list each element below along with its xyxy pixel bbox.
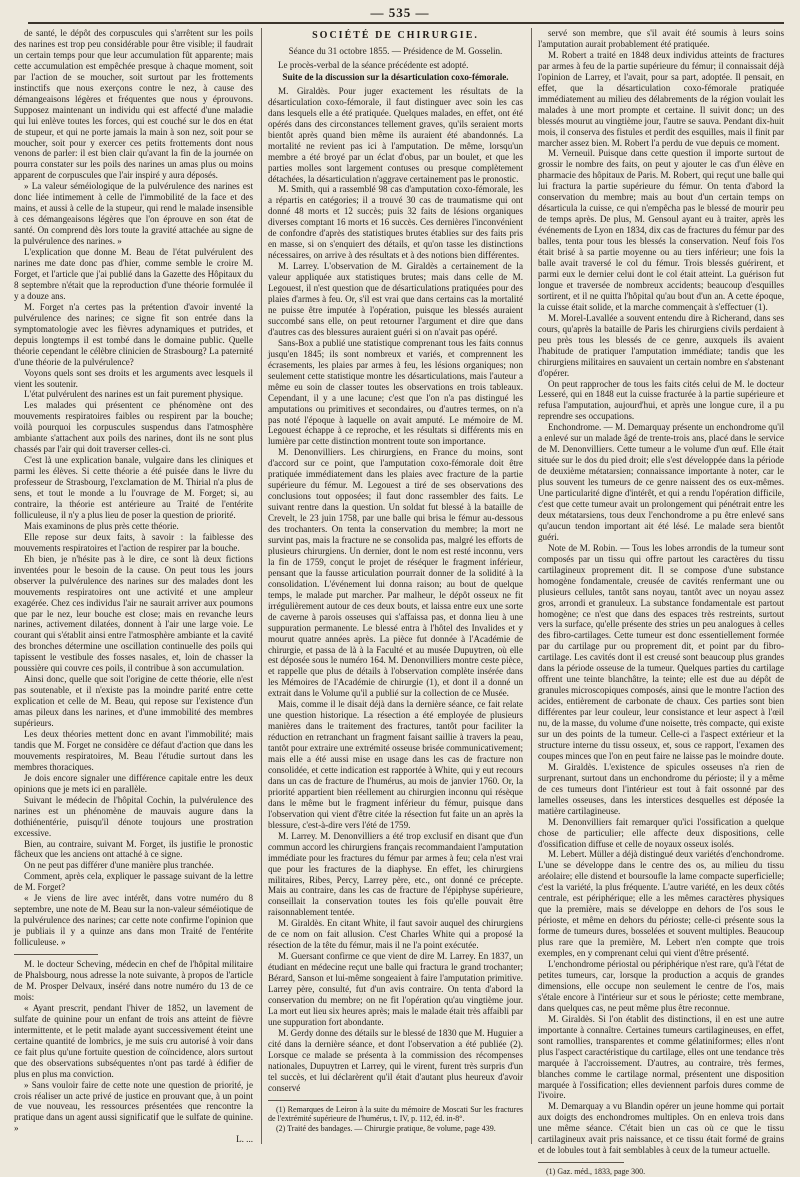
paragraph: M. Forget n'a certes pas la prétention d'avoir inventé la pulvérulence des narines; ce signe fit son entrée dans la symptomatologie avec les fièvres adynamiques et putrides, et depuis longtemps il est tombé dans le domaine public. Quelle théorie cependant le célèbre clinicien de Strasbourg? La paternité d'une théorie de la pulvérulence?	[14, 301, 253, 367]
paragraph: Note de M. Robin. — Tous les lobes arrondis de la tumeur sont composés par un tissu qui offre partout les caractères du tissu cartilagineux proprement dit. Il se compose d'une substance homogène fondamentale, creusée de cavités renfermant une ou plusieurs cellules, tantôt sans noyau, tantôt avec un noyau assez gros, arrondi et granuleux. La substance fondamentale est partout homogène; ce n'est que dans des espaces très restreints, surtout vers la surface, qu'elle présente des stries un peu analogues à celles des fibro-cartilages. Cette tumeur est donc essentiellement formée par du cartilage pur ou proprement dit, et point par du fibro-cartilage. Les cavités dont il est creusé sont beaucoup plus grandes dans la période osseuse de la tumeur. Quelques parties du cartilage offrent une teinte blanchâtre, la teinte; elle est due au dépôt de granules microscopiques composés, ainsi que le montre l'action des acides, entièrement de carbonate de chaux. Ces parties sont bien différentes par leur couleur, leur consistance et leur aspect à l'œil nu, de la masse, du volume d'une noisette, très compacte, qui existe sur un des points de la tumeur. Celle-ci a l'aspect extérieur et la structure interne du tissu osseux, et, sous ce rapport, l'examen des coupes minces que l'on en peut faire ne laisse pas le moindre doute.	[538, 542, 784, 761]
column-separator	[261, 28, 262, 1144]
paragraph: Les deux théories mettent donc en avant l'immobilité; mais tandis que M. Forget ne considère ce défaut d'action que dans les mouvements respiratoires, M. Beau l'étudie surtout dans les membres thoraciques.	[14, 729, 253, 772]
paragraph: M. Denonvilliers fait remarquer qu'ici l'ossification a quelque chose de particulier; elle affecte deux dispositions, celle d'ossification diffuse et celle de noyaux osseux isolés.	[538, 816, 784, 849]
paragraph: L'enchondrome périostal ou périphérique n'est rare, qu'à l'état de petites tumeurs, car, lorsque la production a acquis de grandes dimensions, elle occupe non seulement le centre de l'os, mais s'étale encore à l'intérieur sur et sous le périoste; cette membrane, dans quelques cas, ne peut même plus être reconnue.	[538, 959, 784, 1013]
paragraph: Voyons quels sont ses droits et les arguments avec lesquels il vient les soutenir.	[14, 367, 253, 389]
paragraph: M. Giraldès. En citant White, il faut savoir auquel des chirurgiens de ce nom on fait allusion. C'est Charles White qui a proposé la résection de la tête du fémur, mais il ne l'a point exécutée.	[268, 918, 523, 951]
minutes-line: Le procès-verbal de la séance précédente est adopté.	[278, 60, 469, 70]
paragraph: » La valeur séméiologique de la pulvérulence des narines est donc liée intimement à celle de l'immobilité de la face et des mains, et aussi à celle de la stupeur, qui rend le malade insensible à ces démangeaisons légères que l'on éprouve en son état de santé. On comprend dès lors toute la gravité attachée au signe de la pulvérulence des narines. »	[14, 181, 253, 247]
paragraph: « Ayant prescrit, pendant l'hiver de 1852, un lavement de sulfate de quinine pour un enfant de trois ans atteint de fièvre intermittente, et le petit malade ayant successivement éteint une certaine quantité de lombrics, je me suis cru autorisé à voir dans ce fait plus qu'une fortuite question de coïncidence, alors surtout que des observations subséquentes n'ont pas tardé à édifier de plus en plus ma conviction.	[14, 1002, 253, 1079]
page-number: — 535 —	[370, 5, 430, 20]
column-left	[14, 28, 253, 1148]
footnotes	[268, 1105, 523, 1134]
paragraph: M. Giraldès. L'existence de spicules osseuses n'a rien de surprenant, surtout dans un enchondrome du périoste; il y a même de ces tumeurs dont l'intérieur est tout à fait ossonné par des lamelles osseuses, dans les interstices desquelles est déposée la matière cartilagineuse.	[538, 761, 784, 816]
paragraph: Enchondrome. — M. Demarquay présente un enchondrome qu'il a enlevé sur un malade âgé de trente-trois ans, placé dans le service de M. Denonvilliers. Cette tumeur a le volume d'un œuf. Elle était située sur le dos du pied droit; elle s'est développée dans la période de deuxième métatarsien; connaissance importante à noter, car le plus souvent les tumeurs de ce genre naissent des os eux-mêmes. Une particularité digne d'intérêt, et qui a rendu l'opération difficile, c'est que cette tumeur avait un prolongement qui pénétrait entre les deux métatarsiens, tous deux l'enchondrome a pu être enlevé sans qu'aucun tendon important ait été lésé. Le malade sera bientôt guéri.	[538, 422, 784, 542]
paragraph: On ne peut pas différer d'une manière plus tranchée.	[24, 860, 214, 871]
footnote: (1) Remarques de Leiron à la suite du mémoire de Moscati Sur les fractures de l'extrémité supérieure de l'humérus, t. IV, p. 112, éd. in-8°.	[268, 1104, 523, 1124]
paragraph: M. Verneuil. Puisque dans cette question il importe surtout de grossir le nombre des faits, on peut y ajouter le cas d'un élève en pharmacie des hôpitaux de Paris. M. Robert, qui reçut une balle qui lui fractura la partie supérieure du fémur. On tenta d'abord la conservation du membre; mais au bout d'un certain temps on désarticula la cuisse, ce qui n'empêcha pas le blessé de mourir peu de temps après. De plus, M. Gensoul ayant eu à traiter, après les événements de Lyon en 1834, dix cas de fractures du fémur par des balles, tenta pour tous les blessés la conservation. Neuf fois l'os était brisé à sa partie moyenne ou au tiers inférieur; une fois la balle avait traversé le col du fémur. Trois blessés guérirent, et parmi eux le dernier celui dont le col était atteint. La guérison fut longue et traversée de nombreux accidents; beaucoup d'esquilles sortirent, et il ne quitta l'hôpital qu'au bout d'un an. A cette époque, la cuisse était solide, et la marche commençait à s'effectuer (1).	[538, 148, 784, 312]
paragraph: M. Demarquay a vu Blandin opérer un jeune homme qui portait aux doigts des enchondromes multiples. On en enleva trois dans une même séance. C'était bien un cas où ce que le tissu cartilagineux avait pris naissance, et ce tissu était formé de grains et de lobules tout à fait semblables à ceux de la tumeur actuelle.	[538, 1101, 784, 1156]
footnote-rule	[538, 1162, 624, 1163]
paragraph: M. le docteur Scheving, médecin en chef de l'hôpital militaire de Phalsbourg, nous adresse la note suivante, à propos de l'article de M. Prosper Delvaux, inséré dans notre numéro du 13 de ce mois:	[14, 959, 253, 1002]
section-divider	[14, 954, 98, 955]
paragraph: Je dois encore signaler une différence capitale entre les deux opinions que je mets ici en parallèle.	[14, 772, 253, 794]
paragraph: M. Gerdy donne des détails sur le blessé de 1830 que M. Huguier a cité dans la dernière séance, et dont l'observation a été publiée (2). Lorsque ce malade se présenta à la commission des récompenses nationales, Dupuytren et Larrey, qui le virent, furent très surpris d'un tel succès, et lui déclarèrent qu'il était d'autant plus heureux d'avoir conservé	[268, 1027, 523, 1093]
paragraph: Comment, après cela, expliquer le passage suivant de la lettre de M. Forget?	[14, 871, 253, 893]
paragraph: Mais examinons de plus près cette théorie.	[24, 520, 179, 531]
paragraph: de santé, le dépôt des corpuscules qui s'arrêtent sur les poils des narines est trop peu considérable pour être visible; il faudrait un certain temps pour que leur accumulation fût apparente; mais cette accumulation est empêchée presque à chaque moment, soit par l'action de se moucher, soit surtout par les frottements instinctifs que nous exerçons contre le nez, à cause des démangeaisons légères et fréquentes que nous y éprouvons. Supposez maintenant un individu qui est affecté d'une maladie qui lui enlève toutes les forces, qui est couché sur le dos en état de stupeur, et qui ne porte jamais la main à son nez, soit pour se moucher, soit pour y exercer ces petits frottements dont nous venons de parler: il est bien clair qu'avant la fin de la journée on pourra constater sur les poils des narines un amas plus ou moins apparent de corpuscules que l'air inspiré y aura déposés.	[14, 28, 253, 181]
paragraph: Sans-Box a publié une statistique comprenant tous les faits connus jusqu'en 1845; ils sont nombreux et variés, et comprennent les écrasements, les plaies par armes à feu, les lésions organiques; non seulement cette statistique montre les désarticulations, mais l'auteur a même eu soin de classer toutes les observations en trois tableaux. Cependant, il y a une lacune; c'est que l'on n'a pas distingué les amputations ou primitives et secondaires, ou d'autres termes, on n'a pas noté l'époque à laquelle on avait amputé. Le mémoire de M. Legouest échappe à ce reproche, et les résultats si différents mis en lumière par cette distinction montrent toute son importance.	[268, 337, 523, 447]
paragraph: L'état pulvérulent des narines est un fait purement physique.	[24, 389, 244, 400]
paragraph: M. Morel-Lavallée a souvent entendu dire à Richerand, dans ses cours, qu'après la bataille de Paris les chirurgiens civils perdaient à peu près tous les blessés de ce genre, auxquels ils avaient l'habitude de pratiquer l'amputation immédiate; tandis que les chirurgiens militaires en sauvaient un certain nombre en s'abstenant d'opérer.	[538, 312, 784, 378]
footnote-rule	[268, 1100, 357, 1101]
paragraph: On peut rapprocher de tous les faits cités celui de M. le docteur Lesseré, qui en 1848 eut la cuisse fracturée à la partie supérieure et refusa l'amputation, aujourd'hui, et après une longue cure, il a pu reprendre ses occupations.	[538, 378, 784, 422]
paragraph: M. Giraldès. Si l'on établit des distinctions, il en est une autre importante à connaître. Certaines tumeurs cartilagineuses, en effet, sont ramollies, transparentes et comme gélatiniformes; elles n'ont plus l'aspect caractéristique du cartilage, elles ont une tendance très marquée à l'accroissement. D'autres, au contraire, très fermes, blanches comme le cartilage normal, présentent une disposition marquée à l'ossification; elles deviennent parfois dures comme de l'ivoire.	[538, 1013, 784, 1101]
paragraph: M. Larrey. L'observation de M. Giraldès a certainement de la valeur appliquée aux statistiques brutes; mais dans celle de M. Legouest, il n'est question que de désarticulations pratiquées pour des plaies d'armes à feu. Or, s'il est vrai que dans certains cas la mortalité ne puisse être imputée à l'opération, puisque les blessés auraient succombé sans elle, on peut retourner l'argument et dire que dans d'autres cas des blessures auraient guéri si on n'avait pas opéré.	[268, 261, 523, 337]
paragraph: M. Larrey. M. Denonvilliers a été trop exclusif en disant que d'un commun accord les chirurgiens français recommandaient l'amputation immédiate pour les fractures du fémur par armes à feu; cela n'est vrai que pour les fractures de la diaphyse. En effet, les chirurgiens militaires, Ribes, Percy, Larrey père, etc., ont donné ce précepte. Mais au contraire, dans les cas de fracture de l'épiphyse supérieure, conseillait la conservation toutes les fois qu'elle pouvait être raisonnablement tentée.	[268, 830, 523, 918]
column-right-text	[538, 28, 784, 1156]
discussion-title: Suite de la discussion sur la désarticulation coxo-fémorale.	[282, 71, 509, 82]
paragraph: Elle repose sur deux faits, à savoir : la faiblesse des mouvements respiratoires et l'action de respirer par la bouche.	[14, 531, 253, 553]
paragraph: Suivant le médecin de l'hôpital Cochin, la pulvérulence des narines est un phénomène de mauvais augure dans la dothiénentérie, puisqu'il dénote toujours une prostration excessive.	[14, 794, 253, 838]
column-right	[538, 28, 784, 1177]
paragraph: Mais, comme il le disait déjà dans la dernière séance, ce fait relate une question historique. La résection a été employée de plusieurs manières dans le traitement des fractures, tantôt pour faciliter la réduction en retranchant un fragment faisant saillie à travers la peau, tantôt pour extraire une extrémité osseuse brisée communicativement; mais elle a été aussi mise en usage dans les cas de fracture non consolidée, et cette indication est rapportée à White, qui y eut recours dans un cas de fracture de l'humérus, au mois de janvier 1760. Or, la priorité appartient bien réellement au chirurgien inconnu qui résèque dans le même but le fragment inférieur du fémur, puisque dans l'observation qui vient d'être citée la résection fut faite un an après la blessure, c'est-à-dire vers l'été de 1759.	[268, 699, 523, 830]
paragraph: L'explication que donne M. Beau de l'état pulvérulent des narines me date donc pas d'hier, comme semble le croire M. Forget, et l'article que j'ai publié dans la Gazette des Hôpitaux du 8 septembre n'était que la reproduction d'une théorie formulée il y a douze ans.	[14, 247, 253, 301]
column-left-text	[14, 28, 253, 948]
header-rule	[28, 22, 784, 24]
session-line: Séance du 31 octobre 1855. — Présidence de M. Gosselin.	[288, 46, 503, 57]
paragraph: Les malades qui présentent ce phénomène ont des mouvements respiratoires faibles ou respirent par la bouche; voilà pourquoi les corpuscules suspendus dans l'atmosphère ambiante s'attachent aux poils des narines, dont ils ne sont plus chassés par l'air qui doit traverser celles-ci.	[14, 400, 253, 455]
column-middle	[268, 28, 523, 1148]
paragraph: Bien, au contraire, suivant M. Forget, ils justifie le pronostic fâcheux que les anciens ont attaché à ce signe.	[14, 838, 253, 860]
paragraph: » Sans vouloir faire de cette note une question de priorité, je crois réaliser un acte privé de justice en prouvant que, à un point de vue nouveau, les ressources présentées que rencontre la pratique dans un agent aussi significatif que le sulfate de quinine. »	[14, 1079, 253, 1134]
footnote: (2) Traité des bandages. — Chirurgie pratique, 8e volume, page 439.	[276, 1123, 496, 1133]
paragraph: M. Giraldès. Pour juger exactement les résultats de la désarticulation coxo-fémorale, il faut distinguer avec soin les cas dans lesquels elle a été pratiquée. Quelques malades, en effet, ont été opérés dans des circonstances tellement graves, qu'ils seraient morts bientôt après quand bien même ils auraient été abandonnés. La mortalité ne revient pas ici à l'amputation. De même, lorsqu'un membre a été broyé par un éclat d'obus, par un boulet, et que les parties molles sont largement contuses ou presque complètement détachées, la désarticulation n'aggrave certainement pas le pronostic.	[268, 85, 523, 184]
paragraph: M. Denonvilliers. Les chirurgiens, en France du moins, sont d'accord sur ce point, que l'amputation coxo-fémorale doit être pratiquée immédiatement dans les plaies avec fracture de la partie supérieure du fémur. M. Legouest a tiré de ses observations des conclusions tout opposées; il faut donc rassembler des faits. Le suivant rentre dans la question. Un soldat fut blessé à la bataille de Crevelt, le 23 juin 1758, par une balle qui brisa le fémur au-dessous des trochanters. On tenta la conservation du membre; la mort ne survint pas, mais la fracture ne se consolida pas, malgré les efforts de plusieurs chirurgiens. Un dernier, dont le nom est resté inconnu, vers la fin de 1759, conçut le projet de réséquer le fragment inférieur, pensant que la fausse articulation pourrait donner de la solidité à la consolidation. L'événement lui donna raison; au bout de quelque temps, le malade put marcher. Par malheur, le dépôt osseux ne fit irrégulièrement autour de ces deux bouts, et laissa entre eux une sorte de caverne à parois osseuses qui s'affaissa pas, et donna lieu à une suppuration permanente. Le blessé entra à l'hôtel des Invalides et y mourut quatre années après. La pièce fut donnée à l'Académie de chirurgie, et passa de là à la Faculté et au musée Dupuytren, où elle est déposée sous le numéro 164. M. Denonvilliers montre ceste pièce, et rappelle que plus de détails à l'observation complète insérée dans les Mémoires de l'Académie de chirurgie (1), et dont il a donné un extrait dans le Volume qu'il a publié sur la collection de ce Musée.	[268, 447, 523, 699]
paragraph: C'est là une explication banale, vulgaire dans les cliniques et parmi les élèves. Si cette théorie a été puisée dans le livre du professeur de Strasbourg, l'exclamation de M. Thirial n'a plus de sens, et tout le monde a lu l'ouvrage de M. Forget; si, au contraire, la théorie est antérieure au Traité de l'entérite folliculeuse, il n'y a plus lieu de poser la question de priorité.	[14, 455, 253, 520]
letter-section	[14, 959, 253, 1134]
paragraph: « Je viens de lire avec intérêt, dans votre numéro du 8 septembre, une note de M. Beau sur la non-valeur séméiotique de la pulvérulence des narines; car cette note confirme l'opinion que je publiais il y a quinze ans dans mon Traité de l'entérite folliculeuse. »	[14, 893, 253, 948]
column-middle-text	[268, 86, 523, 1094]
paragraph: M. Lebert. Müller a déjà distingué deux variétés d'enchondrome. L'une se développe dans le centre des os, au milieu du tissu aréolaire; elle distend et boursoufle la lame compacte superficielle; c'est la variété, la plus fréquente. L'autre variété, en les deux côtés centrale, est périphérique; elle a les mêmes caractères physiques que la première, mais se développe en dehors de l'os sous le périoste, et même en dehors du périoste; celle-ci présente sous la forme de tumeurs dures, bosselées et souvent multiples. Beaucoup plus rare que la première, M. Lebert n'en compte que trois exemples, en y comprenant celui qui vient d'être présenté.	[538, 849, 784, 959]
paragraph: M. Smith, qui a rassemblé 98 cas d'amputation coxo-fémorale, les a répartis en catégories; il a trouvé 30 cas de traumatisme qui ont donné 48 morts et 12 succès; puis 32 faits de lésions organiques diverses comptant 16 morts et 16 succès. Ces dernières l'inconvénient de confondre d'après des statistiques brutes établies sur des faits pris en masse, si on s'enquiert des détails, et qu'on tasse les distinctions nécessaires, on arrive à des résultats et à des notions bien différentes.	[268, 184, 523, 261]
paragraph: M. Guersant confirme ce que vient de dire M. Larrey. En 1837, un étudiant en médecine reçut une balle qui fractura le grand trochanter; Bérard, Sanson et lui-même songeaient à faire l'amputation primitive. Larrey père, consulté, fut d'un avis contraire. On tenta d'abord la conservation du membre; on ne fit l'opération qu'au vingtième jour. La mort eut lieu six heures après; mais le malade était très affaibli par une suppuration fort abondante.	[268, 951, 523, 1027]
paragraph: M. Robert a traité en 1848 deux individus atteints de fractures par armes à feu de la partie supérieure du fémur; il connaissait déjà l'opinion de Larrey, et l'avait, pour sa part, adoptée. Il pensait, en effet, que la désarticulation coxo-fémorale pratiquée immédiatement au milieu des délabrements de la région voulait les malades à une mort prompte et certaine. Il suivit donc; un des blessés mourut au vingtième jour, l'autre se sauva. Pendant dix-huit mois, il conserva des fistules et perdit des esquilles, mais il finit par marcher assez bien. M. Robert l'a perdu de vue depuis ce moment.	[538, 49, 784, 148]
signature: L. ...	[236, 1134, 253, 1145]
paragraph: Eh bien, je n'hésite pas à le dire, ce sont là deux fictions inventées pour le besoin de la cause. On peut tous les jours observer la pulvérulence des narines sur des malades dont les mouvements respiratoires ont une activité et une ampleur exagérée. Chez ces individus l'air ne saurait arriver aux poumons que par le nez, leur bouche est close; mais en revanche leurs narines, activement dilatées, donnent à l'air une large voie. Le courant qui s'établit ainsi entre l'atmosphère ambiante et la cavité des bronches détermine une oscillation continuelle des poils qui tapissent le vestibule des fosses nasales, et, loin de chasser la poussière qui couvre ces poils, il contribue à son accumulation.	[14, 553, 253, 674]
paragraph: Ainsi donc, quelle que soit l'origine de cette théorie, elle n'est pas soutenable, et il n'existe pas la moindre parité entre cette explication et celle de M. Beau, qui repose sur l'existence d'un amas pileux dans les narines, et d'une immobilité des membres supérieurs.	[14, 674, 253, 729]
footnote: (1) Gaz. méd., 1833, page 300.	[546, 1167, 646, 1177]
column-separator	[531, 28, 532, 1144]
paragraph: servé son membre, que s'il avait été soumis à leurs soins l'amputation aurait probablement été pratiquée.	[538, 28, 784, 49]
section-heading: SOCIÉTÉ DE CHIRURGIE.	[312, 30, 479, 41]
